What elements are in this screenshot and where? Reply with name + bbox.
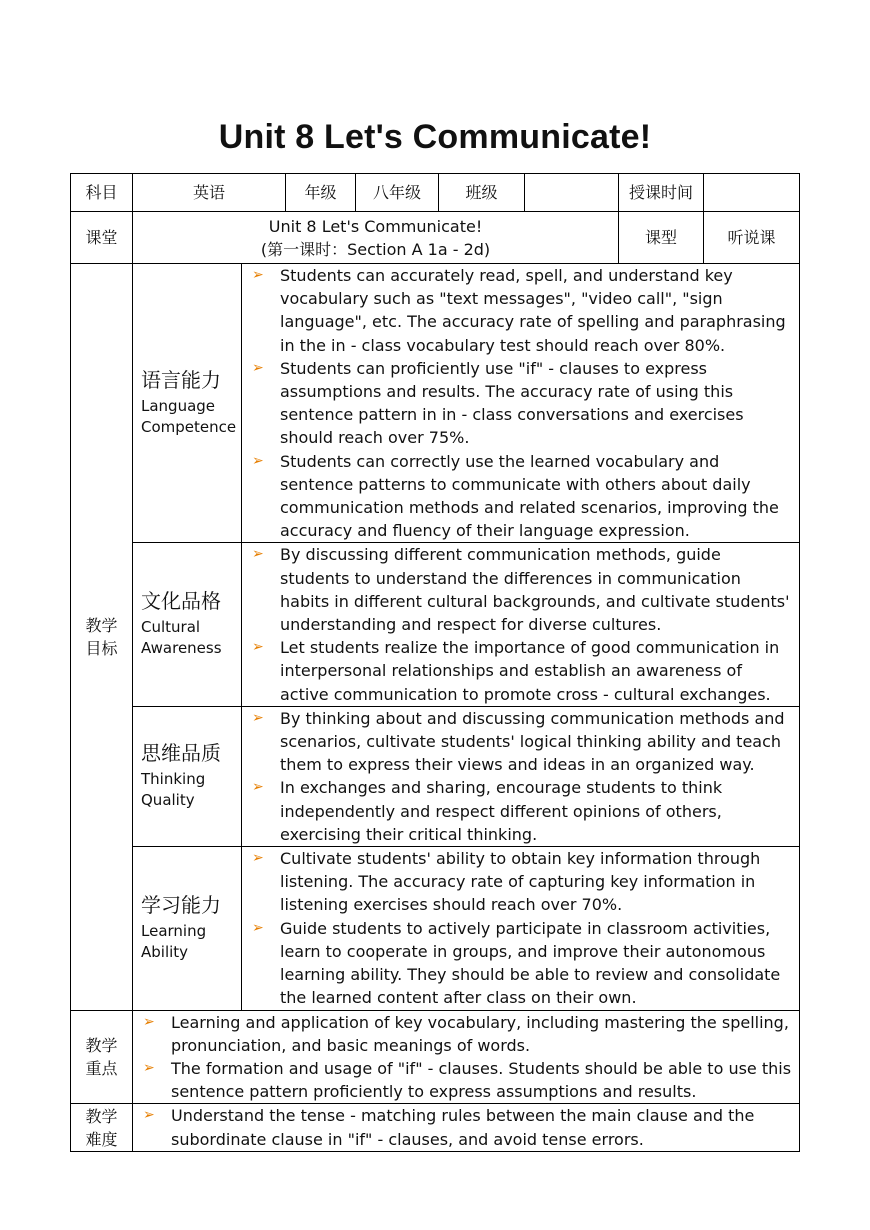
- arrow-bullet-icon: ➢: [252, 639, 264, 656]
- lesson-row: [71, 212, 800, 264]
- list-item: ➢ Cultivate students' ability to obtain key information through listening. The accuracy rate of capturing key information in listening exercises should reach over 70%.: [252, 849, 761, 915]
- lesson-title-line1: Unit 8 Let's Communicate!: [268, 216, 483, 236]
- list-item: ➢ By discussing different communication methods, guide students to understand the differences in communication habits in different cultural backgrounds, and cultivate students' understanding and respect for diverse cultures.: [252, 545, 790, 635]
- list-item: ➢ Understand the tense - matching rules between the main clause and the subordinate clause in "if" - clauses, and avoid tense errors.: [143, 1106, 755, 1149]
- difficulties-row: [71, 1104, 800, 1151]
- goal-language-items: [242, 264, 800, 543]
- goal-learning-items: [242, 847, 800, 1010]
- arrow-bullet-icon: ➢: [143, 1013, 155, 1030]
- class-value: [525, 174, 619, 212]
- goal-thinking-quality: 思维品质 Thinking Quality: [133, 706, 242, 846]
- key-points-row: [71, 1010, 800, 1104]
- time-label: 授课时间: [619, 174, 704, 212]
- list-item: ➢ Guide students to actively participate in classroom activities, learn to cooperate in groups, and improve their autonomous learning ability. They should be able to review and consolidate the learned content after class on their own.: [252, 918, 781, 1008]
- objective-row-language: [71, 264, 800, 543]
- goal-thinking-items: [242, 706, 800, 846]
- goal-learning-ability: 学习能力 Learning Ability: [133, 847, 242, 1010]
- difficulties-items: [133, 1104, 800, 1151]
- goal-language-competence: 语言能力 Language Competence: [133, 264, 242, 543]
- subject-label: 科目: [71, 174, 133, 212]
- list-item: ➢ By thinking about and discussing communication methods and scenarios, cultivate students' logical thinking ability and teach them to express their views and ideas in an organized way.: [252, 708, 785, 775]
- list-item: ➢ The formation and usage of "if" - clauses. Students should be able to use this sentence pattern proficiently to express assumptions and results.: [143, 1058, 792, 1102]
- grade-value: 八年级: [356, 174, 439, 212]
- difficulties-label: 教学 难度: [71, 1104, 133, 1151]
- class-label: 班级: [439, 174, 525, 212]
- header-row: [71, 174, 800, 212]
- objective-row-thinking: [71, 706, 800, 846]
- list-item: ➢ Students can accurately read, spell, and understand key vocabulary such as "text messages", "video call", "sign language", etc. The accuracy rate of spelling and paraphrasing in the in - class vocabulary test should reach over 80%.: [252, 266, 786, 355]
- objective-row-learning: [71, 847, 800, 1010]
- arrow-bullet-icon: ➢: [252, 359, 264, 376]
- list-item: ➢ Let students realize the importance of good communication in interpersonal relationships and establish an awareness of active communication to promote cross - cultural exchanges.: [252, 638, 780, 704]
- arrow-bullet-icon: ➢: [252, 919, 264, 936]
- list-item: ➢ Learning and application of key vocabulary, including mastering the spelling, pronunciation, and basic meanings of words.: [143, 1012, 789, 1055]
- arrow-bullet-icon: ➢: [252, 779, 264, 796]
- arrow-bullet-icon: ➢: [252, 850, 264, 867]
- lesson-title: [133, 212, 619, 264]
- type-label: 课型: [619, 212, 704, 264]
- grade-label: 年级: [286, 174, 356, 212]
- subject-value: 英语: [133, 174, 286, 212]
- arrow-bullet-icon: ➢: [252, 452, 264, 469]
- arrow-bullet-icon: ➢: [252, 709, 264, 726]
- list-item: ➢ Students can proficiently use "if" - clauses to express assumptions and results. The accuracy rate of using this sentence pattern in in - class conversations and exercises should reach over 75%.: [252, 358, 744, 448]
- lesson-plan-table: [70, 173, 800, 1152]
- key-points-items: [133, 1010, 800, 1104]
- lesson-title-line2: (第一课时：Section A 1a - 2d): [260, 239, 491, 259]
- time-value: [704, 174, 800, 212]
- objectives-label: 教学 目标: [71, 264, 133, 1011]
- objective-row-culture: [71, 543, 800, 706]
- arrow-bullet-icon: ➢: [252, 267, 264, 283]
- goal-culture-items: [242, 543, 800, 706]
- goal-cultural-awareness: 文化品格 Cultural Awareness: [133, 543, 242, 706]
- key-points-label: 教学 重点: [71, 1010, 133, 1104]
- arrow-bullet-icon: ➢: [143, 1107, 155, 1124]
- arrow-bullet-icon: ➢: [252, 546, 264, 563]
- list-item: ➢ Students can correctly use the learned vocabulary and sentence patterns to communicate with others about daily communication methods and related scenarios, improving the accuracy and fluency of their language expression.: [252, 451, 779, 541]
- arrow-bullet-icon: ➢: [143, 1059, 155, 1076]
- lesson-label: 课堂: [71, 212, 133, 264]
- type-value: 听说课: [704, 212, 800, 264]
- page-title: Unit 8 Let's Communicate!: [218, 118, 652, 156]
- list-item: ➢ In exchanges and sharing, encourage students to think independently and respect different opinions of others, exercising their critical thinking.: [252, 778, 723, 844]
